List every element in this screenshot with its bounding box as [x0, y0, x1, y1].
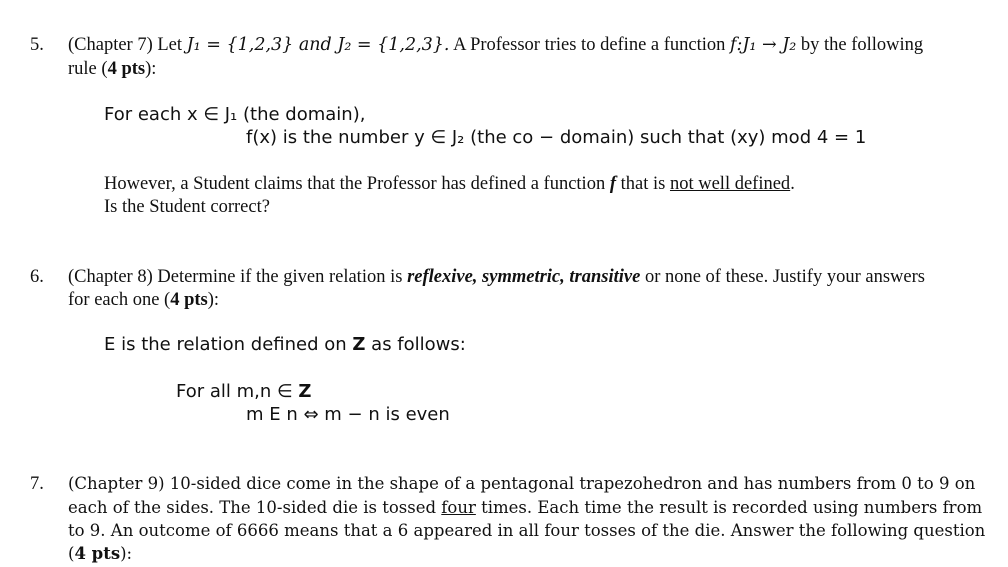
q5-line2-pre: rule (: [68, 59, 108, 79]
q5-line2-post: ):: [145, 59, 157, 79]
q6-line2-post: ):: [207, 290, 220, 310]
q5-number: 5.: [30, 35, 44, 55]
q5-points: 4 pts: [107, 59, 146, 79]
q7-line4: [68, 543, 132, 565]
q6-line1-pre: (Chapter 8) Determine if the given relation is: [68, 267, 408, 287]
q5-line1-pre: (Chapter 7) Let: [68, 35, 187, 55]
q6-def-pre: E is the relation defined on: [104, 334, 353, 355]
q5-rule-line2: f(x) is the number y ∈ J₂ (the co − domain) such that (xy) mod 4 = 1: [246, 127, 867, 148]
q5-line1-mid: A Professor tries to define a function: [449, 35, 731, 55]
q7-four: four: [441, 498, 476, 517]
q7-line2-pre: each of the sides. The 10-sided die is tossed: [68, 498, 442, 517]
q7-line2: [68, 497, 982, 519]
q5-claim-mid: that is: [616, 174, 670, 194]
q7-line4-pre: (: [68, 544, 75, 563]
q5-line1-post: by the following: [796, 35, 924, 55]
q7-points: 4 pts: [74, 544, 121, 563]
q5-sets-math: J₁ = {1,2,3} and J₂ = {1,2,3}.: [186, 35, 450, 55]
q5-question: Is the Student correct?: [104, 197, 270, 217]
q5-line2: [68, 58, 156, 80]
q6-points: 4 pts: [170, 290, 208, 310]
q6-definition: [104, 334, 466, 356]
q6-properties: reflexive, symmetric, transitive: [407, 267, 641, 287]
q5-claim-post: .: [790, 174, 795, 194]
q7-line3: to 9. An outcome of 6666 means that a 6 appeared in all four tosses of the die. Answer the following question: [68, 521, 986, 540]
q5-function-math: f:J₁ → J₂: [730, 35, 797, 55]
q6-def-z: Z: [352, 334, 366, 355]
q6-relation: m E n ⇔ m − n is even: [246, 404, 450, 425]
q6-line2-pre: for each one (: [68, 290, 171, 310]
q7-line4-post: ):: [120, 544, 133, 563]
q7-line2-post: times. Each time the result is recorded using numbers from: [475, 498, 983, 517]
q6-line1-post: or none of these. Justify your answers: [640, 267, 925, 287]
q5-line1: [68, 34, 923, 56]
q5-rule-line1: For each x ∈ J₁ (the domain),: [104, 104, 366, 125]
q5-claim-pre: However, a Student claims that the Professor has defined a function: [104, 174, 610, 194]
q6-line2: [68, 289, 219, 311]
q6-forall-pre: For all m,n ∈: [176, 381, 299, 402]
q5-not-well-defined: not well defined: [669, 174, 791, 194]
q6-number: 6.: [30, 267, 44, 287]
q7-line1: (Chapter 9) 10-sided dice come in the shape of a pentagonal trapezohedron and has numbers from 0 to 9 on: [68, 474, 976, 493]
q6-line1: [68, 266, 925, 288]
q6-forall-z: Z: [298, 381, 312, 402]
q5-claim: [104, 173, 795, 195]
q5-claim-f: f: [609, 174, 616, 194]
q6-def-post: as follows:: [365, 334, 466, 355]
q6-forall: [176, 381, 311, 403]
q7-number: 7.: [30, 474, 44, 494]
